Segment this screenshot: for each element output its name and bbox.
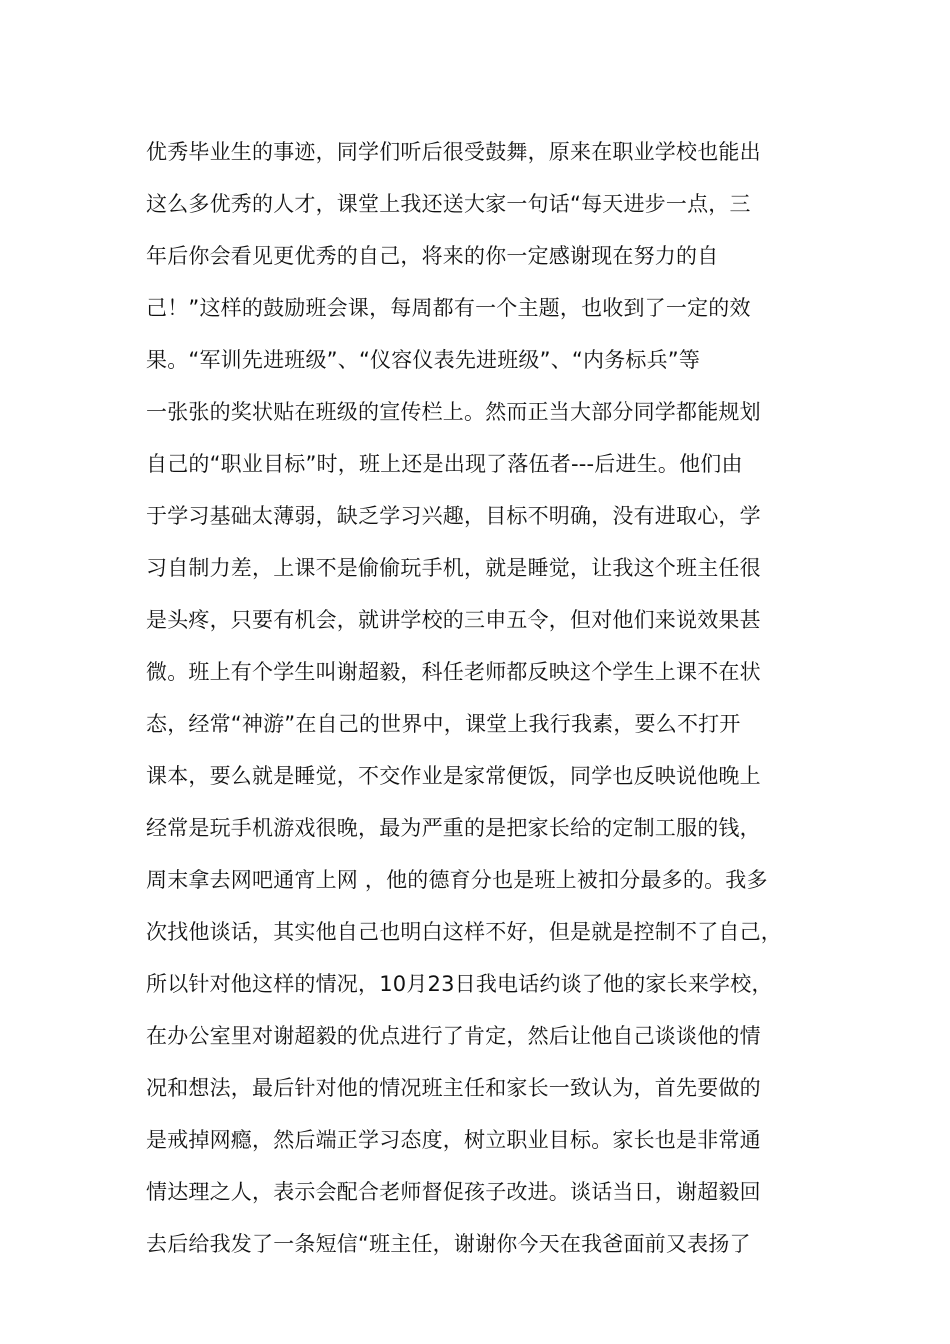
text-line: 态，经常“神游”在自己的世界中，课堂上我行我素，要么不打开 [146,712,741,736]
text-line: 况和想法，最后针对他的情况班主任和家长一致认为，首先要做的 [146,1076,761,1100]
body-text [146,133,826,1277]
text-line: 这么多优秀的人才，课堂上我还送大家一句话“每天进步一点，三 [146,192,751,216]
text-line: 习自制力差，上课不是偷偷玩手机，就是睡觉，让我这个班主任很 [146,556,761,580]
text-line: 情达理之人，表示会配合老师督促孩子改进。谈话当日，谢超毅回 [146,1180,761,1204]
text-line: 果。“军训先进班级”、“仪容仪表先进班级”、“内务标兵”等 [146,348,701,372]
text-line: 己！”这样的鼓励班会课，每周都有一个主题，也收到了一定的效 [146,296,751,320]
text-line: 优秀毕业生的事迹，同学们听后很受鼓舞，原来在职业学校也能出 [146,140,761,164]
text-line: 年后你会看见更优秀的自己，将来的你一定感谢现在努力的自 [146,244,719,268]
text-line: 经常是玩手机游戏很晚，最为严重的是把家长给的定制工服的钱， [146,816,761,840]
text-line: 是戒掉网瘾，然后端正学习态度，树立职业目标。家长也是非常通 [146,1128,761,1152]
text-line: 去后给我发了一条短信“班主任，谢谢你今天在我爸面前又表扬了 [146,1232,751,1256]
text-line: 课本，要么就是睡觉，不交作业是家常便饭，同学也反映说他晚上 [146,764,761,788]
text-line: 周末拿去网吧通宵上网 ，他的德育分也是班上被扣分最多的。我多 [146,868,768,892]
text-line: 在办公室里对谢超毅的优点进行了肯定，然后让他自己谈谈他的情 [146,1024,761,1048]
text-line: 是头疼，只要有机会，就讲学校的三申五令，但对他们来说效果甚 [146,608,761,632]
text-line: 于学习基础太薄弱，缺乏学习兴趣，目标不明确，没有进取心，学 [146,504,761,528]
text-line: 次找他谈话，其实他自己也明白这样不好，但是就是控制不了自己， [146,920,782,944]
text-line: 所以针对他这样的情况，10月23日我电话约谈了他的家长来学校， [146,972,773,996]
text-line: 自己的“职业目标”时，班上还是出现了落伍者---后进生。他们由 [146,452,743,476]
text-line: 微。班上有个学生叫谢超毅，科任老师都反映这个学生上课不在状 [146,660,761,684]
text-line: 一张张的奖状贴在班级的宣传栏上。然而正当大部分同学都能规划 [146,400,761,424]
